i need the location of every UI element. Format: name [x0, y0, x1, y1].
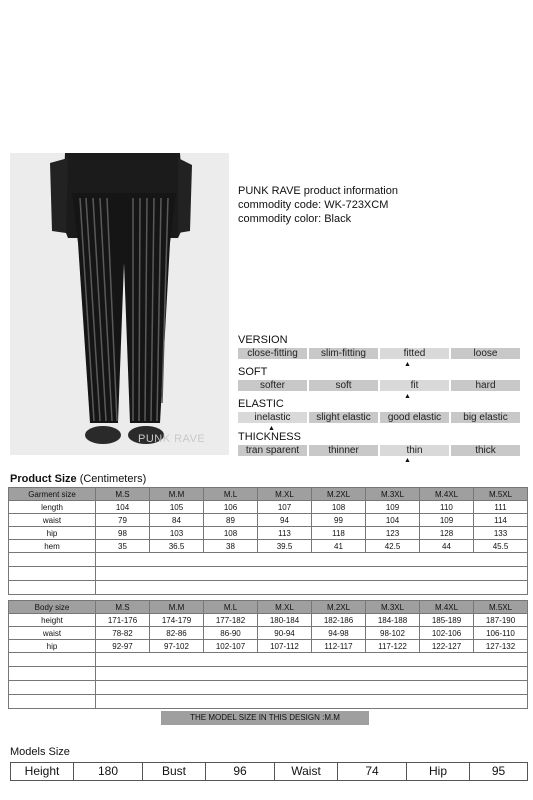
cell: 94-98	[312, 627, 366, 640]
hip-value: 95	[491, 764, 506, 778]
attribute-version	[238, 334, 520, 359]
option-cell-selected: thin	[380, 445, 449, 456]
model-size-note: THE MODEL SIZE IN THIS DESIGN :M.M	[161, 711, 369, 725]
cell: 177-182	[204, 614, 258, 627]
row-label: waist	[9, 514, 96, 527]
cell: 104	[366, 514, 420, 527]
cell: 82-86	[150, 627, 204, 640]
header-cell: M.3XL	[366, 601, 420, 614]
table-row	[9, 501, 528, 514]
cell: 105	[150, 501, 204, 514]
hip-label: Hip	[407, 763, 470, 780]
cell: 98	[96, 527, 150, 540]
height-value: 180	[74, 763, 143, 780]
header-cell: M.3XL	[366, 488, 420, 501]
cell: 184-188	[366, 614, 420, 627]
cell: 118	[312, 527, 366, 540]
cell: 44	[420, 540, 474, 553]
cell: 107-112	[258, 640, 312, 653]
table-row	[9, 640, 528, 653]
option-cell: thick	[451, 445, 520, 456]
table-row	[9, 614, 528, 627]
selection-marker-icon: ▲	[268, 425, 275, 432]
cell: 107	[258, 501, 312, 514]
commodity-code: commodity code: WK-723XCM	[238, 199, 389, 211]
cell: 99	[312, 514, 366, 527]
header-cell: Body size	[9, 601, 96, 614]
header-cell: M.M	[150, 488, 204, 501]
option-cell: close-fitting	[238, 348, 307, 359]
selection-marker-icon: ▲	[404, 457, 411, 464]
option-cell: slim-fitting	[309, 348, 378, 359]
cell: 111	[474, 501, 528, 514]
product-size-title: Product Size (Centimeters)	[10, 473, 147, 485]
height-label: Height	[11, 763, 74, 780]
header-cell: M.S	[96, 488, 150, 501]
attribute-title: VERSION	[238, 334, 288, 346]
cell: 109	[366, 501, 420, 514]
product-photo	[10, 153, 229, 455]
cell: 94	[258, 514, 312, 527]
cell: 39.5	[258, 540, 312, 553]
header-cell: M.S	[96, 601, 150, 614]
row-label: length	[9, 501, 96, 514]
cell: 90-94	[258, 627, 312, 640]
empty-row	[9, 553, 528, 567]
bust-label: Bust	[143, 763, 206, 780]
header-cell: Garment size	[9, 488, 96, 501]
attribute-title: THICKNESS	[238, 431, 301, 443]
table-header-row	[9, 488, 528, 501]
cell: 187-190	[474, 614, 528, 627]
row-label: height	[9, 614, 96, 627]
cell: 171-176	[96, 614, 150, 627]
header-cell: M.4XL	[420, 488, 474, 501]
table-row	[9, 540, 528, 553]
body-size-table	[8, 600, 528, 709]
waist-value: 74	[338, 763, 407, 780]
attribute-title: SOFT	[238, 366, 268, 378]
commodity-color: commodity color: Black	[238, 213, 352, 225]
option-cell-selected: fit	[380, 380, 449, 391]
header-cell: M.M	[150, 601, 204, 614]
header-cell: M.XL	[258, 601, 312, 614]
option-cell: slight elastic	[309, 412, 378, 423]
attribute-title: ELASTIC	[238, 398, 284, 410]
empty-row	[9, 653, 528, 667]
cell: 97-102	[150, 640, 204, 653]
header-cell: M.5XL	[474, 601, 528, 614]
cell: 133	[474, 527, 528, 540]
cell: 92-97	[96, 640, 150, 653]
header-cell: M.2XL	[312, 488, 366, 501]
empty-row	[9, 567, 528, 581]
option-cell-selected: fitted	[380, 348, 449, 359]
cell: 108	[204, 527, 258, 540]
cell: 108	[312, 501, 366, 514]
cell: 35	[96, 540, 150, 553]
product-info	[238, 184, 398, 226]
cell: 123	[366, 527, 420, 540]
cell: 45.5	[474, 540, 528, 553]
option-cell: big elastic	[451, 412, 520, 423]
cell: 106	[204, 501, 258, 514]
cell: 174-179	[150, 614, 204, 627]
header-cell: M.L	[204, 488, 258, 501]
cell: 180-184	[258, 614, 312, 627]
empty-row	[9, 681, 528, 695]
option-cell: thinner	[309, 445, 378, 456]
waist-label: Waist	[275, 763, 338, 780]
attribute-elastic	[238, 398, 520, 423]
empty-row	[9, 581, 528, 595]
option-cell: softer	[238, 380, 307, 391]
selection-marker-icon: ▲	[404, 361, 411, 368]
cell: 102-107	[204, 640, 258, 653]
cell: 78-82	[96, 627, 150, 640]
cell: 79	[96, 514, 150, 527]
product-info-title: PUNK RAVE product information	[238, 185, 398, 197]
row-label: hem	[9, 540, 96, 553]
cell: 185-189	[420, 614, 474, 627]
cell: 114	[474, 514, 528, 527]
table-row	[9, 514, 528, 527]
option-cell: hard	[451, 380, 520, 391]
empty-row	[9, 667, 528, 681]
cell: 109	[420, 514, 474, 527]
models-size-title: Models Size	[10, 746, 70, 758]
cell: 89	[204, 514, 258, 527]
models-size-row	[10, 762, 528, 781]
cell: 38	[204, 540, 258, 553]
product-size-table	[8, 487, 528, 595]
option-cell-selected: inelastic	[238, 412, 307, 423]
cell: 110	[420, 501, 474, 514]
attribute-thickness	[238, 431, 520, 456]
cell: 42.5	[366, 540, 420, 553]
empty-row	[9, 695, 528, 709]
row-label: hip	[9, 640, 96, 653]
bust-value: 96	[206, 763, 275, 780]
unit-label: (Centimeters)	[79, 473, 147, 485]
cell: 128	[420, 527, 474, 540]
attribute-soft	[238, 366, 520, 391]
header-cell: M.4XL	[420, 601, 474, 614]
header-cell: M.2XL	[312, 601, 366, 614]
header-cell: M.L	[204, 601, 258, 614]
table-row	[9, 527, 528, 540]
header-cell: M.5XL	[474, 488, 528, 501]
cell: 84	[150, 514, 204, 527]
cell: 122-127	[420, 640, 474, 653]
option-cell: loose	[451, 348, 520, 359]
cell: 117-122	[366, 640, 420, 653]
table-row	[9, 627, 528, 640]
cell: 106-110	[474, 627, 528, 640]
cell: 104	[96, 501, 150, 514]
cell: 182-186	[312, 614, 366, 627]
cell: 103	[150, 527, 204, 540]
cell: 127-132	[474, 640, 528, 653]
row-label: hip	[9, 527, 96, 540]
option-cell: good elastic	[380, 412, 449, 423]
cell: 36.5	[150, 540, 204, 553]
brand-watermark: PUNK RAVE	[138, 433, 206, 445]
cell: 98-102	[366, 627, 420, 640]
selection-marker-icon: ▲	[404, 393, 411, 400]
cell: 41	[312, 540, 366, 553]
table-header-row	[9, 601, 528, 614]
cell: 102-106	[420, 627, 474, 640]
trousers-illustration	[10, 153, 229, 455]
option-cell: soft	[309, 380, 378, 391]
row-label: waist	[9, 627, 96, 640]
option-cell: tran sparent	[238, 445, 307, 456]
cell: 113	[258, 527, 312, 540]
cell: 86-90	[204, 627, 258, 640]
header-cell: M.XL	[258, 488, 312, 501]
cell: 112-117	[312, 640, 366, 653]
